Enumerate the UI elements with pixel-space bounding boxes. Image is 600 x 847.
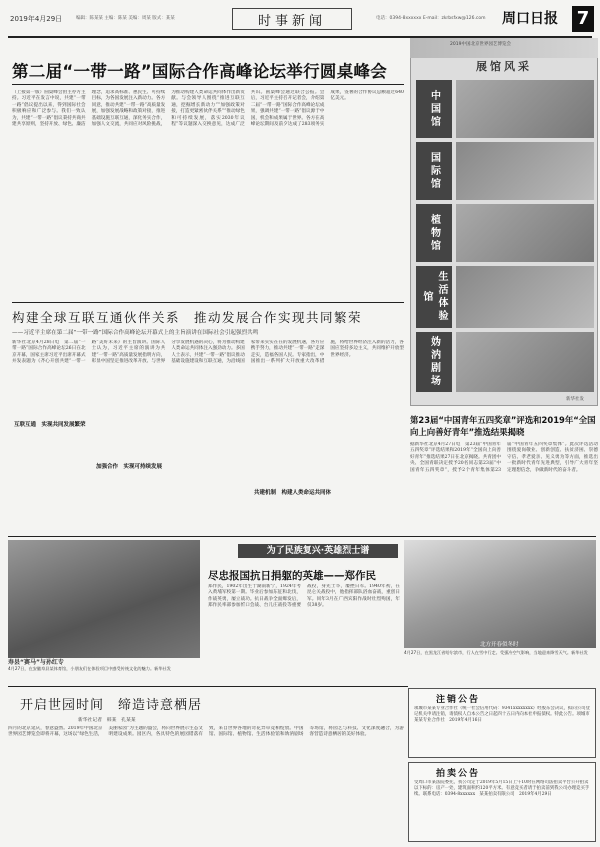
left-photo-title: 寿县“赛马”与孙红专 — [8, 659, 64, 666]
pavilion-photo-china — [456, 80, 594, 138]
page-number: 7 — [572, 6, 594, 32]
sub-story-subhead-3: 共建机制 构建人类命运共同体 — [254, 490, 332, 496]
pavilion-label-international: 国际馆 — [416, 142, 452, 200]
cancellation-notice-body: 项城市某某专业合作社（统一社会信用代码：9341xxxxxxxx）经股东会决议，拟向公司登记机关申请注销，请债权人自本公告之日起四十五日内向本社申报债权。特此公告。项城市某某专业合作社 2019年4月16日 — [414, 706, 590, 723]
main-story-body: （上接第一版）圆桌峰会由主办方主持。习近平在发言中说，共建“一带一路”倡议提出以来，得到国际社会积极响应和广泛参与。我们一致认为，共建“一带一路”倡议秉持共商共建共享原则，坚持开放、绿色、廉洁理念，追求高标准、惠民生、可持续目标，为各国发展注入新动力。各方同意，推动共建“一带一路”高质量发展，加强发展战略和政策对接，推进基础设施互联互通，深化务实合作，加强人文交流，共同应对风险挑战，为推动构建人类命运共同体作出新贡献。与会领导人围绕“推进互联互通，挖掘增长新动力”“加强政策对接，打造更紧密伙伴关系”“推动绿色和可持续发展，落实2030年议程”等议题深入交换意见，达成广泛共识。圆桌峰会通过联合公报。会后，习近平主持召开记者会，介绍第二届“一带一路”国际合作高峰论坛成果，强调共建“一带一路”倡议源于中国，机会和成果属于世界。各方在高峰论坛期间及前夕达成了283项务实成果，签署的合作协议总额超过640亿美元。 — [12, 90, 404, 128]
masthead-logo: 周口日报 — [502, 11, 558, 27]
editor-line: 编辑：陈某某 主编：陈某 美编：周某 版式：某某 — [76, 16, 175, 21]
hero-story-body: 郑作民，1902年出生于湖南新宁，1924年考入黄埔军校第一期。毕业后参加东征和北伐，作战英勇，屡立战功。抗日战争全面爆发后，郑作民率部参加忻口会战、台儿庄战役等重要战役，身先士卒，屡挫日军。1940年初，在昆仑关战役中，他指挥部队浴血奋战，重创日军。同年3月在广西宾阳作战时壮烈殉国，年仅38岁。 — [208, 584, 400, 609]
bottom-story-headline: 开启世园时间 缔造诗意栖居 — [20, 698, 203, 713]
section-title-box — [232, 8, 352, 30]
expo-photo-credit: 新华社发 — [566, 397, 584, 402]
left-photo-caption — [8, 660, 200, 671]
pavilion-photo-plant — [456, 204, 594, 262]
photo-section-rule — [8, 536, 596, 537]
sub-story-subhead-1: 互联互通 实现共同发展繁荣 — [14, 422, 86, 428]
main-headline: 第二届“一带一路”国际合作高峰论坛举行圆桌峰会 — [12, 62, 388, 81]
right-photo-caption: 4月27日，在黑龙江省哈尔滨市，行人在雪中行走。受强冷空气影响，当地迎来降雪天气。新华社发 — [404, 650, 588, 655]
sub-story-subhead-2: 加强合作 实现可持续发展 — [96, 464, 163, 470]
sub-story-subline: ——习近平主席在第二届“一带一路”国际合作高峰论坛开幕式上的主旨演讲在国际社会引起强烈共鸣 — [12, 330, 259, 336]
pavilion-label-life: 生活体验馆 — [416, 266, 452, 328]
pavilion-photo-international — [456, 142, 594, 200]
left-photo-caption-text: 4月27日，在安徽寿县某体育馆，小朋友们在体验项目中感受传统文化的魅力。新华社发 — [8, 665, 171, 671]
hero-headline: 尽忠报国抗日捐躯的英雄——郑作民 — [208, 570, 376, 582]
headline-rule — [12, 84, 404, 85]
award-headline: 第23届“中国青年五四奖章”评选和2019年“全国向上向善好青年”推选结果揭晓 — [410, 415, 596, 437]
auction-notice-title: 拍卖公告 — [436, 769, 481, 779]
award-body: 据新华社北京4月27日电 第23届“中国青年五四奖章”评选结果和2019年“全国向上向善好青年”推选结果27日在北京揭晓。共青团中央、全国青联决定授予20名同志第23届“中国青年五四奖章”，授予2个青年集体第23届“中国青年五四奖章集体”。此次评选活动围绕爱岗敬业、创新创造、扶贫济困、崇德守信、孝老爱亲、见义勇为等方面，推选出一批新时代青年先进典型，引导广大青年坚定理想信念，争做新时代的奋斗者。 — [410, 442, 598, 473]
pavilion-label-china: 中国馆 — [416, 80, 452, 138]
auction-notice-body: 受周口市某法院委托，我公司定于2019年5月15日上午10时在网络司法拍卖平台公开拍卖以下标的：房产一处，建筑面积约120平方米。有意竞买者请于拍卖前到我公司办理竞买手续。联系电话：0394-8xxxxxx 某某拍卖有限公司 2019年4月29日 — [414, 780, 590, 797]
bottom-story-byline: 新华社记者 韩某 孔某某 — [78, 718, 136, 723]
hero-series-banner: 为了民族复兴·英雄烈士谱 — [238, 544, 398, 558]
pavilion-photo-life — [456, 266, 594, 328]
right-photo-title: 北方开春似冬时 — [480, 642, 519, 648]
snow-street-photo — [404, 540, 596, 648]
sub-story-rule — [12, 302, 404, 303]
sub-story-body: 新华社北京4月28日电 第二届“一带一路”国际合作高峰论坛26日在北京开幕，国家主席习近平出席开幕式并发表题为《齐心开创共建“一带一路”美好未来》的主旨演讲。国际人士认为，习近平主席的演讲为共建“一带一路”高质量发展指明方向，彰显中国坚定推进改革开放、与世界分享发展机遇的决心，将为推动构建人类命运共同体注入强劲动力。多国人士表示，共建“一带一路”倡议推动基础设施建设和互联互通，为沿线国家带来实实在在的发展机遇，各方应携手努力，推动共建“一带一路”走深走实，造福各国人民。专家指出，中国推出一系列扩大开放重大改革措施，将给世界经济注入新的活力，各国应坚持多边主义，共同维护开放型世界经济。 — [12, 340, 404, 365]
expo-subtitle: 2019中国北京世界园艺博览会 — [450, 42, 511, 47]
contact-line: 电话：0394-8xxxxxx E-mail：zkrbsfxw@126.com — [376, 16, 486, 21]
cancellation-notice-title: 注销公告 — [436, 695, 481, 705]
section-title: 时事新闻 — [257, 13, 326, 29]
pavilion-label-theater: 妫汭剧场 — [416, 332, 452, 392]
pavilion-label-plant: 植物馆 — [416, 204, 452, 262]
issue-date: 2019年4月29日 — [10, 15, 63, 23]
sub-story-headline: 构建全球互联互通伙伴关系 推动发展合作实现共同繁荣 — [12, 310, 363, 325]
children-activity-photo — [8, 540, 200, 658]
pavilion-photo-theater — [456, 332, 594, 392]
bottom-story-body: 四月的北京延庆，春意盎然。2019年中国北京世界园艺博览会即将开幕，这场以“绿色生活，美丽家园”为主题的盛会，将向世界展示生态文明建设成果。园区内，各具特色的展园错落有致，来自世界各地的奇花异草竞相绽放。中国馆、国际馆、植物馆、生活体验馆和妫汭剧场等场馆，将园艺与科技、文化深度融合，为游客营造诗意栖居的美好体验。 — [8, 726, 404, 738]
expo-title: 展馆风采 — [476, 60, 532, 73]
bottom-section-rule — [8, 686, 408, 687]
